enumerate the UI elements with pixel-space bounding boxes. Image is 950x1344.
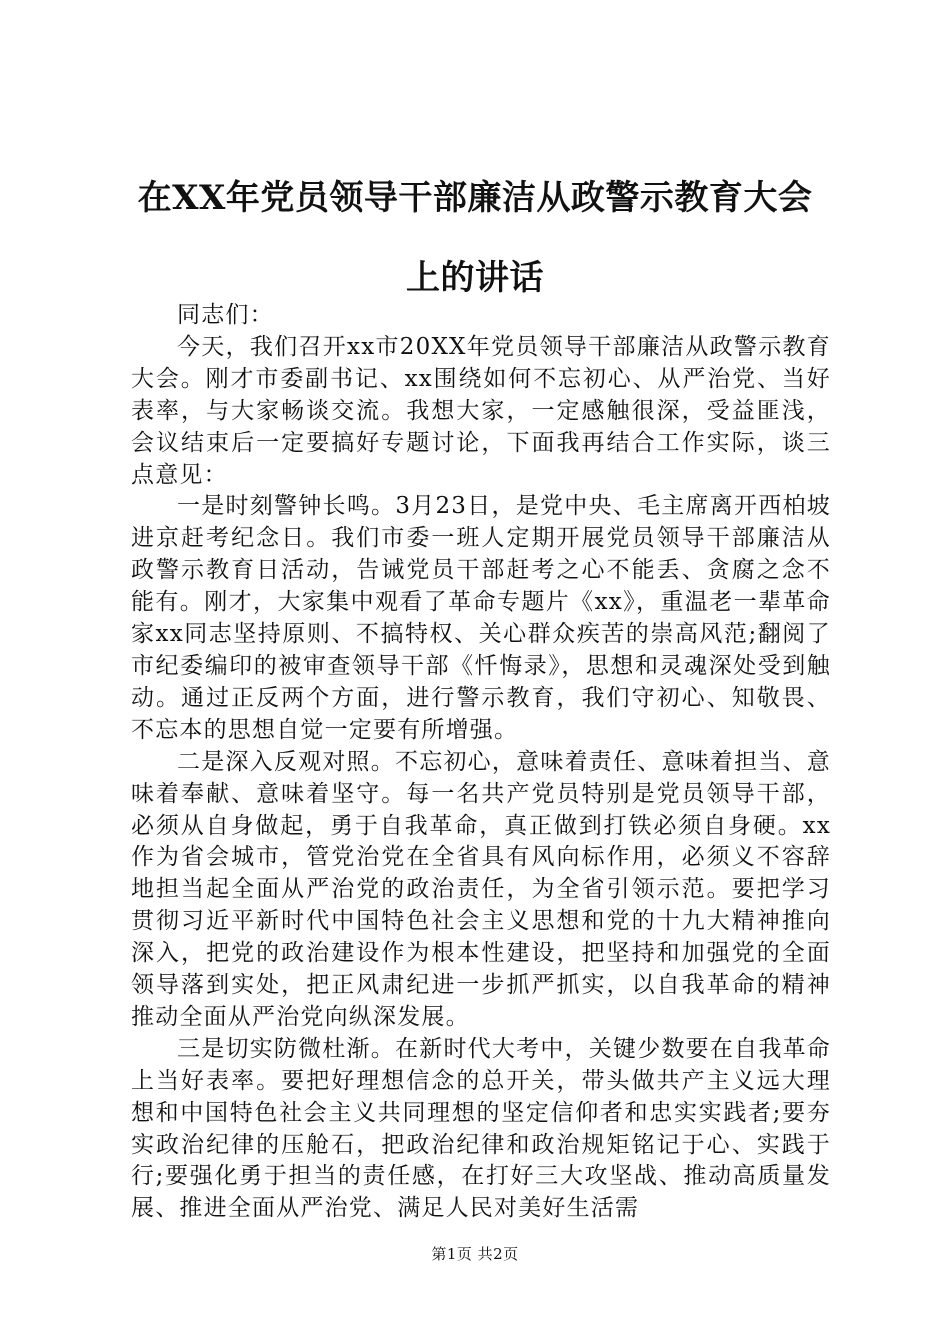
document-title [110,158,840,318]
page-number: 第1页 共2页 [431,1245,519,1263]
document-body [131,300,831,1225]
paragraph-intro: 今天，我们召开xx市20XX年党员领导干部廉洁从政警示教育大会。刚才市委副书记、xx围绕如何不忘初心、从严治党、当好表率，与大家畅谈交流。我想大家，一定感触很深，受益匪浅，会议结束后一定要搞好专题讨论，下面我再结合工作实际，谈三点意见： [131,333,831,488]
salutation: 同志们： [177,302,274,328]
paragraph-point-three: 三是切实防微杜渐。在新时代大考中，关键少数要在自我革命上当好表率。要把好理想信念的总开关，带头做共产主义远大理想和中国特色社会主义共同理想的坚定信仰者和忠实实践者;要夯实政治纪律的压舱石，把政治纪律和政治规矩铭记于心、实践于行;要强化勇于担当的责任感，在打好三大攻坚战、推动高质量发展、推进全面从严治党、满足人民对美好生活需 [131,1035,831,1222]
paragraph-point-one: 一是时刻警钟长鸣。3月23日，是党中央、毛主席离开西柏坡进京赶考纪念日。我们市委一班人定期开展党员领导干部廉洁从政警示教育日活动，告诫党员干部赶考之心不能丢、贪腐之念不能有。刚才，大家集中观看了革命专题片《xx》，重温老一辈革命家xx同志坚持原则、不搞特权、关心群众疾苦的崇高风范;翻阅了市纪委编印的被审查领导干部《忏悔录》，思想和灵魂深处受到触动。通过正反两个方面，进行警示教育，我们守初心、知敬畏、不忘本的思想自觉一定要有所增强。 [131,493,831,743]
title-line-1: 在XX年党员领导干部廉洁从政警示教育大会 [137,178,813,218]
page-footer [0,1243,950,1264]
title-line-2: 上的讲话 [406,258,544,298]
paragraph-point-two: 二是深入反观对照。不忘初心，意味着责任、意味着担当、意味着奉献、意味着坚守。每一名共产党员特别是党员领导干部，必须从自身做起，勇于自我革命，真正做到打铁必须自身硬。xx作为省会城市，管党治党在全省具有风向标作用，必须义不容辞地担当起全面从严治党的政治责任，为全省引领示范。要把学习贯彻习近平新时代中国特色社会主义思想和党的十九大精神推向深入，把党的政治建设作为根本性建设，把坚持和加强党的全面领导落到实处，把正风肃纪进一步抓严抓实，以自我革命的精神推动全面从严治党向纵深发展。 [131,748,831,1030]
